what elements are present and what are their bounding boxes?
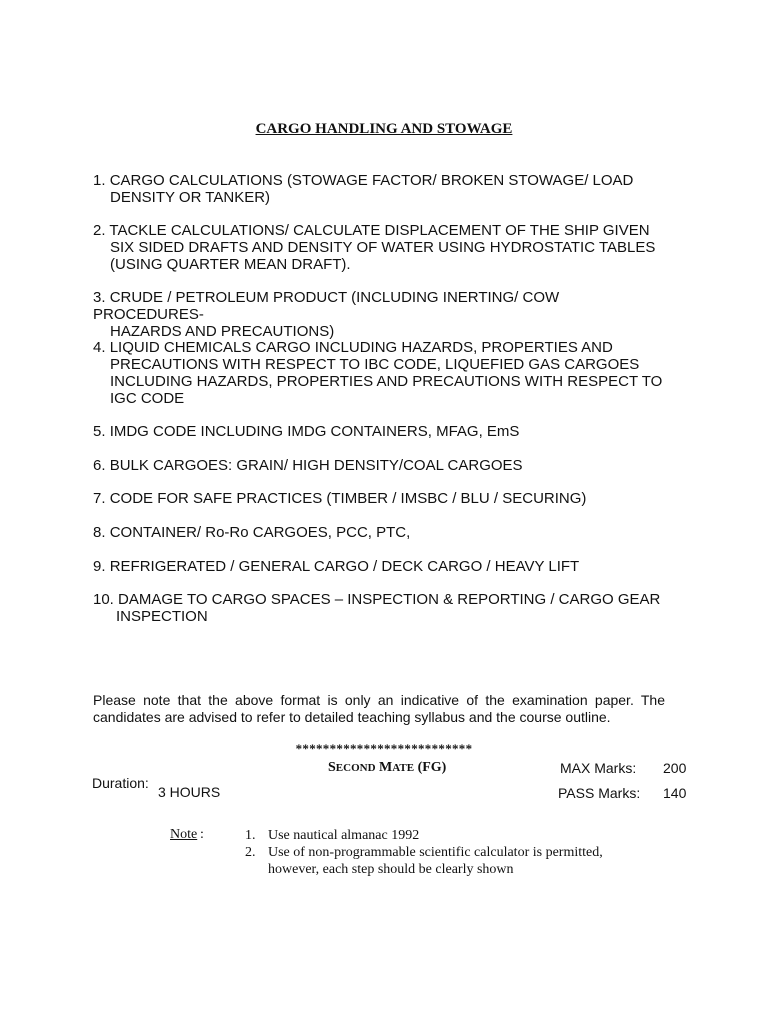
note-number: 2. [245, 845, 256, 860]
notes-colon: : [200, 827, 204, 842]
notes-heading: Note [170, 827, 198, 842]
note-text: Use nautical almanac 1992 [268, 828, 420, 843]
pass-marks-value: 140 [663, 785, 687, 801]
syllabus-item-9: 9. REFRIGERATED / GENERAL CARGO / DECK CARGO / HEAVY LIFT [93, 558, 580, 575]
syllabus-item-4: 4. LIQUID CHEMICALS CARGO INCLUDING HAZARDS, PROPERTIES AND PRECAUTIONS WITH RESPECT TO IBC CODE, LIQUEFIED GAS CARGOES INCLUDING HAZARDS, PROPERTIES AND PRECAUTIONS WITH RESPECT TO IGC CODE [93, 339, 663, 407]
syllabus-item-8: 8. CONTAINER/ Ro-Ro CARGOES, PCC, PTC, [93, 524, 411, 541]
syllabus-item-2: 2. TACKLE CALCULATIONS/ CALCULATE DISPLACEMENT OF THE SHIP GIVEN SIX SIDED DRAFTS AND DENSITY OF WATER USING HYDROSTATIC TABLES (USING QUARTER MEAN DRAFT). [93, 222, 656, 273]
exam-title: SECOND MATE (FG) [328, 760, 447, 775]
separator-line: ************************** [295, 741, 473, 756]
duration-label: Duration: [92, 775, 149, 791]
syllabus-item-5: 5. IMDG CODE INCLUDING IMDG CONTAINERS, MFAG, EmS [93, 423, 520, 440]
syllabus-item-3: 3. CRUDE / PETROLEUM PRODUCT (INCLUDING INERTING/ COW PROCEDURES- HAZARDS AND PRECAUTIONS) [93, 289, 560, 340]
syllabus-item-7: 7. CODE FOR SAFE PRACTICES (TIMBER / IMSBC / BLU / SECURING) [93, 490, 587, 507]
pass-marks-label: PASS Marks: [558, 785, 641, 801]
max-marks-label: MAX Marks: [560, 760, 637, 776]
note-number: 1. [245, 828, 256, 843]
duration-value: 3 HOURS [158, 784, 221, 800]
syllabus-item-1: 1. CARGO CALCULATIONS (STOWAGE FACTOR/ BROKEN STOWAGE/ LOAD DENSITY OR TANKER) [93, 172, 634, 206]
note-text-continued: however, each step should be clearly shown [268, 862, 514, 877]
page-title: CARGO HANDLING AND STOWAGE [255, 121, 513, 137]
max-marks-value: 200 [663, 760, 687, 776]
note-text: Use of non-programmable scientific calculator is permitted, [268, 845, 603, 860]
notice-paragraph: Please note that the above format is only an indicative of the examination paper. The candidates are advised to refer to detailed teaching syllabus and the course outline. [93, 692, 665, 725]
syllabus-item-10: 10. DAMAGE TO CARGO SPACES – INSPECTION & REPORTING / CARGO GEAR INSPECTION [93, 591, 661, 625]
syllabus-item-6: 6. BULK CARGOES: GRAIN/ HIGH DENSITY/COAL CARGOES [93, 457, 523, 474]
